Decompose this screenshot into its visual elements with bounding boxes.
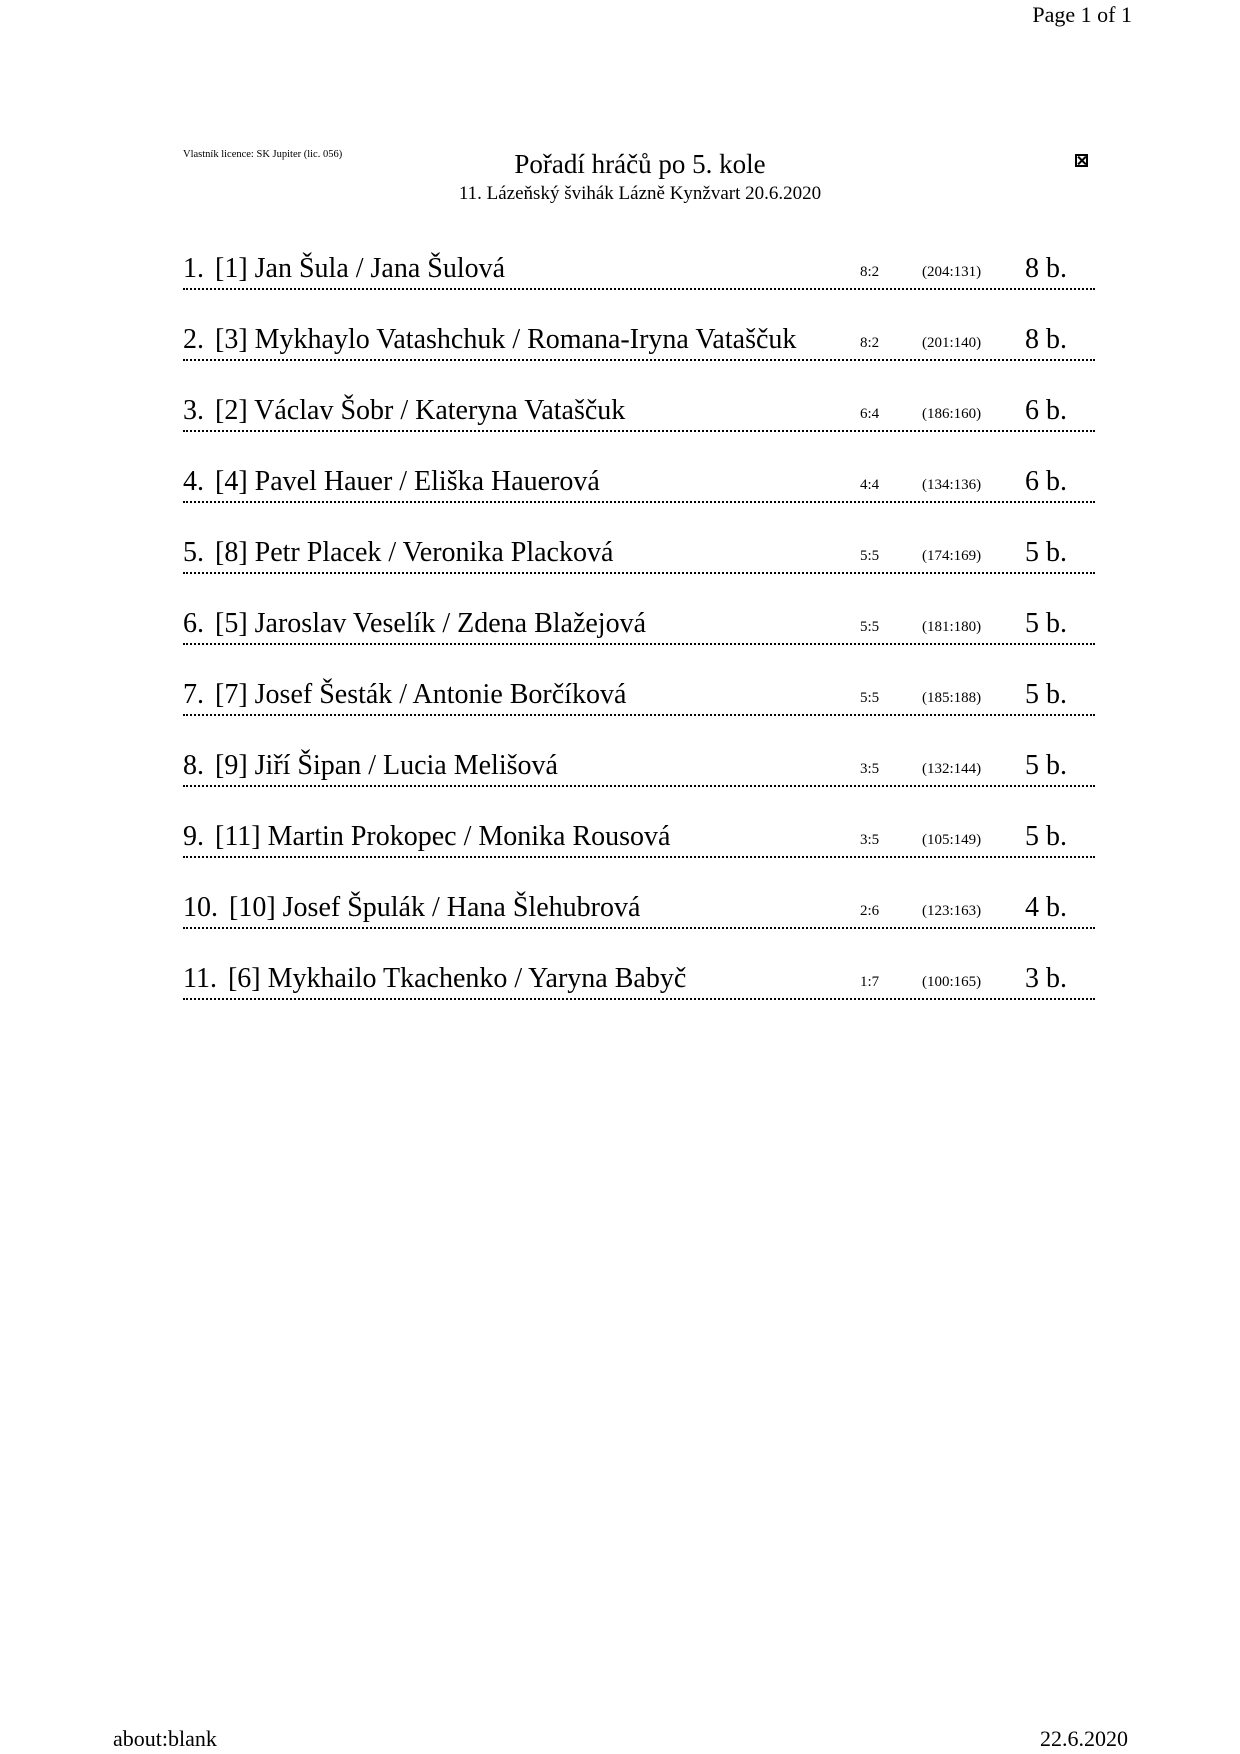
row-divider [183,714,1095,716]
points: 8 b. [1025,253,1067,284]
points: 6 b. [1025,466,1067,497]
player-pair [183,253,505,285]
player-pair [183,395,625,427]
match-score: 5:5 [860,548,880,564]
seed: [2] [215,395,248,426]
players: Jiří Šipan / Lucia Melišová [254,750,558,781]
ball-score: (132:144) [922,761,982,777]
rank: 6. [183,608,204,639]
points: 5 b. [1025,679,1067,710]
players: Jan Šula / Jana Šulová [254,253,506,284]
seed: [5] [215,608,248,639]
ball-score: (105:149) [922,832,982,848]
players: Josef Šesták / Antonie Borčíková [254,679,627,710]
row-divider [183,927,1095,929]
match-score: 3:5 [860,832,880,848]
standings-row [183,395,1095,466]
match-score: 2:6 [860,903,880,919]
seed: [8] [215,537,248,568]
rank: 11. [183,963,217,994]
match-score: 8:2 [860,264,880,280]
standings-row [183,324,1095,395]
match-score: 5:5 [860,690,880,706]
standings-row [183,821,1095,892]
ball-score: (201:140) [922,335,982,351]
tournament-subtitle: 11. Lázeňský švihák Lázně Kynžvart 20.6.2020 [458,183,822,204]
row-divider [183,288,1095,290]
standings-row [183,466,1095,537]
seed: [3] [215,324,248,355]
footer-date: 22.6.2020 [1040,1726,1128,1751]
match-score: 3:5 [860,761,880,777]
match-score: 4:4 [860,477,880,493]
standings-row [183,679,1095,750]
page-title: Pořadí hráčů po 5. kole [514,149,766,179]
standings-row [183,608,1095,679]
match-score: 6:4 [860,406,880,422]
title-block [0,147,1240,207]
rank: 8. [183,750,204,781]
rank: 3. [183,395,204,426]
rank: 7. [183,679,204,710]
rank: 5. [183,537,204,568]
points: 5 b. [1025,750,1067,781]
rank: 1. [183,253,204,284]
player-pair [183,963,686,995]
seed: [1] [215,253,248,284]
row-divider [183,643,1095,645]
page-number: Page 1 of 1 [1032,2,1132,27]
players: Josef Špulák / Hana Šlehubrová [282,892,641,923]
match-score: 1:7 [860,974,880,990]
standings-row [183,253,1095,324]
license-owner: Vlastník licence: SK Jupiter (lic. 056) [183,149,343,160]
points: 5 b. [1025,821,1067,852]
seed: [6] [227,963,261,994]
points: 5 b. [1025,608,1067,639]
ball-score: (204:131) [922,264,982,280]
players: Jaroslav Veselík / Zdena Blažejová [254,608,647,639]
seed: [11] [215,821,261,852]
ball-score: (134:136) [922,477,982,493]
players: Martin Prokopec / Monika Rousová [267,821,671,852]
row-divider [183,856,1095,858]
ball-score: (185:188) [922,690,982,706]
player-pair [183,821,670,853]
ball-score: (186:160) [922,406,982,422]
row-divider [183,785,1095,787]
row-divider [183,430,1095,432]
ball-score: (181:180) [922,619,982,635]
seed: [7] [215,679,248,710]
points: 4 b. [1025,892,1067,923]
row-divider [183,572,1095,574]
players: Pavel Hauer / Eliška Hauerová [254,466,600,497]
close-box-icon[interactable] [1075,154,1088,167]
player-pair [183,892,640,924]
match-score: 5:5 [860,619,880,635]
rank: 4. [183,466,204,497]
row-divider [183,359,1095,361]
points: 3 b. [1025,963,1067,994]
players: Petr Placek / Veronika Placková [254,537,614,568]
points: 5 b. [1025,537,1067,568]
player-pair [183,679,626,711]
points: 8 b. [1025,324,1067,355]
seed: [10] [229,892,276,923]
player-pair [183,750,558,782]
seed: [4] [215,466,248,497]
standings-row [183,963,1095,1034]
player-pair [183,466,600,498]
player-pair [183,537,613,569]
match-score: 8:2 [860,335,880,351]
points: 6 b. [1025,395,1067,426]
rank: 9. [183,821,204,852]
player-pair [183,608,646,640]
standings-row [183,892,1095,963]
ball-score: (100:165) [922,974,982,990]
row-divider [183,501,1095,503]
standings-row [183,750,1095,821]
player-pair [183,324,796,356]
seed: [9] [215,750,248,781]
standings-row [183,537,1095,608]
rank: 10. [183,892,218,923]
players: Mykhailo Tkachenko / Yaryna Babyč [267,963,687,994]
footer-url: about:blank [113,1726,217,1751]
standings-list [183,253,1095,1034]
ball-score: (174:169) [922,548,982,564]
players: Václav Šobr / Kateryna Vataščuk [254,395,626,426]
rank: 2. [183,324,204,355]
players: Mykhaylo Vatashchuk / Romana-Iryna Vataščuk [254,324,797,355]
row-divider [183,998,1095,1000]
ball-score: (123:163) [922,903,982,919]
